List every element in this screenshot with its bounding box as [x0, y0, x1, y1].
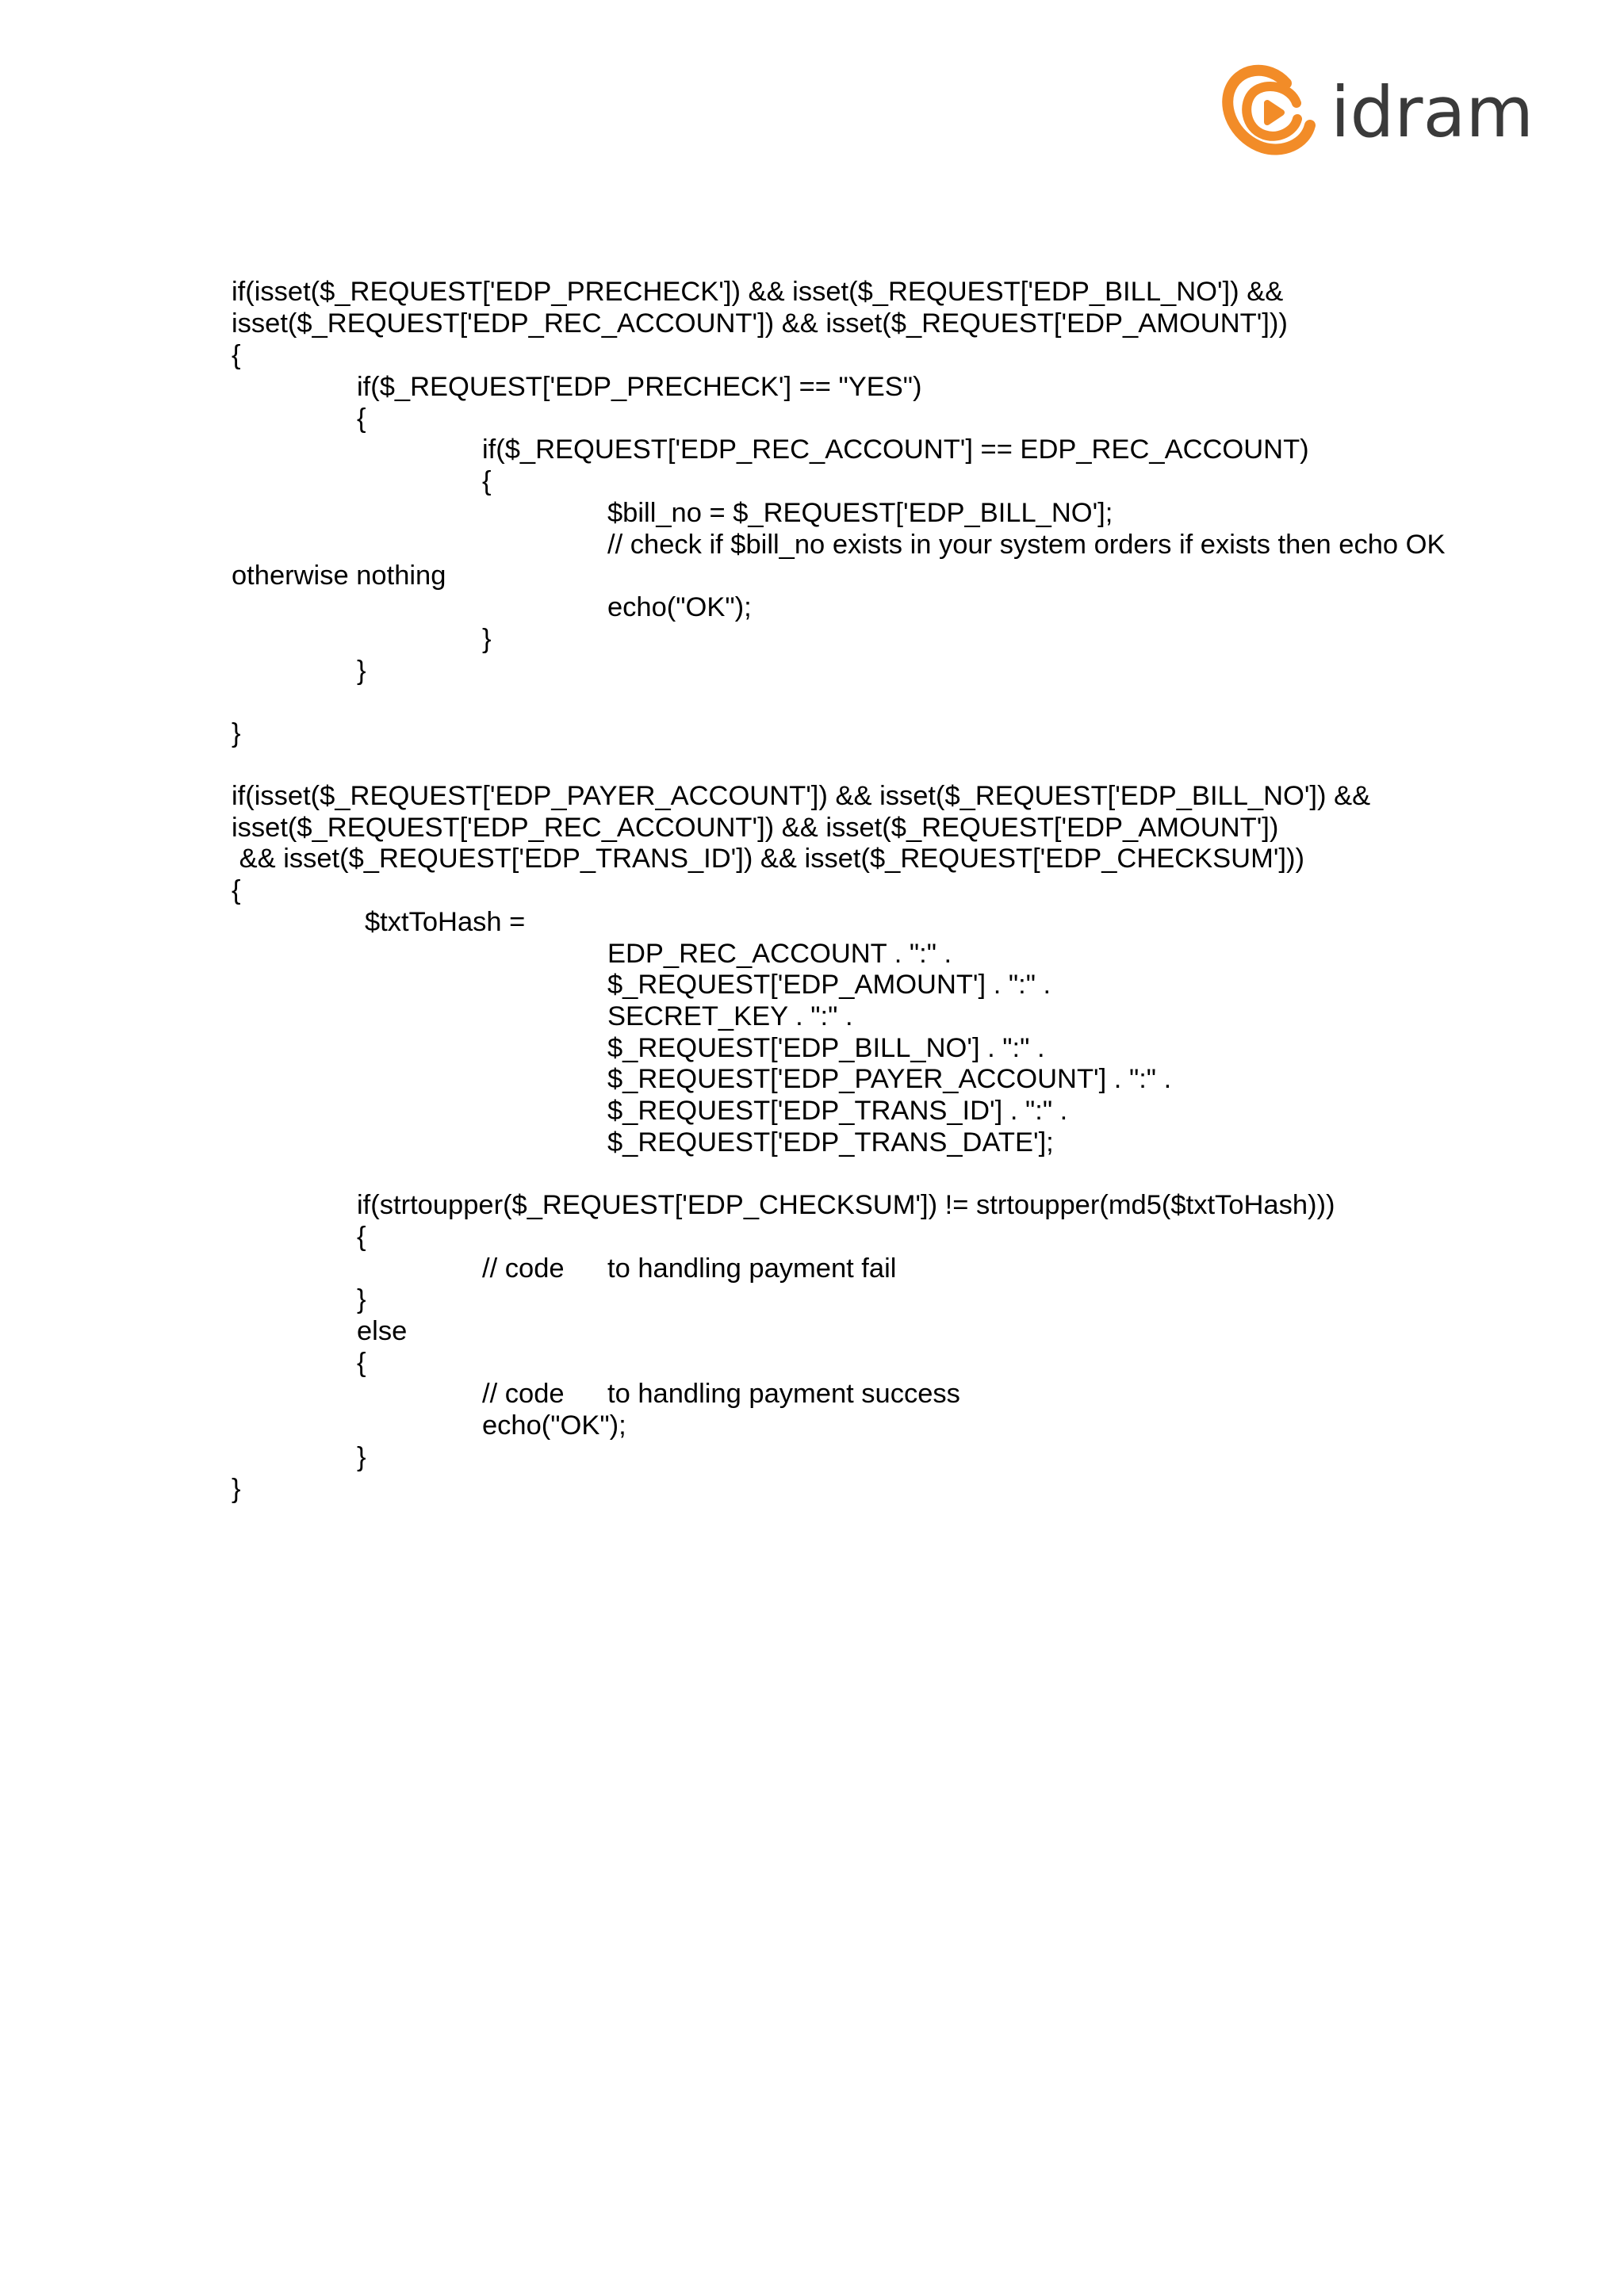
code-comment: // code [482, 1379, 565, 1409]
brand-name: idram [1331, 71, 1534, 153]
code-line: echo("OK"); [482, 1410, 626, 1441]
code-line: $_REQUEST['EDP_PAYER_ACCOUNT'] . ":" . [607, 1064, 1172, 1094]
code-line: if(isset($_REQUEST['EDP_PRECHECK']) && isset($_REQUEST['EDP_BILL_NO']) && [232, 277, 1284, 307]
code-line: } [232, 1474, 241, 1504]
code-line: { [357, 404, 366, 434]
code-comment: otherwise nothing [232, 561, 446, 591]
code-line: && isset($_REQUEST['EDP_TRANS_ID']) && isset($_REQUEST['EDP_CHECKSUM'])) [232, 844, 1304, 874]
code-comment: // code [482, 1253, 565, 1284]
code-line: } [357, 1284, 366, 1314]
code-line: } [232, 718, 241, 748]
code-line: } [357, 1442, 366, 1472]
code-line: $bill_no = $_REQUEST['EDP_BILL_NO']; [607, 498, 1113, 528]
code-comment: to handling payment fail [607, 1253, 897, 1284]
code-line: $_REQUEST['EDP_BILL_NO'] . ":" . [607, 1033, 1045, 1063]
code-line: $_REQUEST['EDP_TRANS_DATE']; [607, 1127, 1054, 1158]
code-line: } [357, 656, 366, 686]
code-line: } [482, 624, 492, 654]
code-line: if(isset($_REQUEST['EDP_PAYER_ACCOUNT']) && isset($_REQUEST['EDP_BILL_NO']) && [232, 781, 1371, 811]
code-line: SECRET_KEY . ":" . [607, 1001, 853, 1031]
code-line: $_REQUEST['EDP_AMOUNT'] . ":" . [607, 970, 1051, 1000]
code-comment: // check if $bill_no exists in your system orders if exists then echo OK [607, 530, 1446, 560]
code-line: echo("OK"); [607, 592, 752, 622]
code-line: isset($_REQUEST['EDP_REC_ACCOUNT']) && isset($_REQUEST['EDP_AMOUNT']) [232, 813, 1279, 843]
code-line: if(strtoupper($_REQUEST['EDP_CHECKSUM']) != strtoupper(md5($txtToHash))) [357, 1190, 1335, 1220]
code-line: $_REQUEST['EDP_TRANS_ID'] . ":" . [607, 1096, 1068, 1126]
code-line: if($_REQUEST['EDP_REC_ACCOUNT'] == EDP_REC_ACCOUNT) [482, 434, 1309, 465]
code-line: else [357, 1316, 408, 1346]
code-line: $txtToHash = [365, 907, 526, 937]
code-line: { [357, 1222, 366, 1252]
code-line: { [482, 466, 492, 496]
code-line: { [232, 875, 241, 905]
code-line: { [357, 1348, 366, 1378]
code-line: EDP_REC_ACCOUNT . ":" . [607, 939, 952, 969]
code-line: if($_REQUEST['EDP_PRECHECK'] == "YES") [357, 372, 922, 402]
code-line: { [232, 340, 241, 370]
code-line: isset($_REQUEST['EDP_REC_ACCOUNT']) && isset($_REQUEST['EDP_AMOUNT'])) [232, 308, 1288, 339]
code-comment: to handling payment success [607, 1379, 960, 1409]
